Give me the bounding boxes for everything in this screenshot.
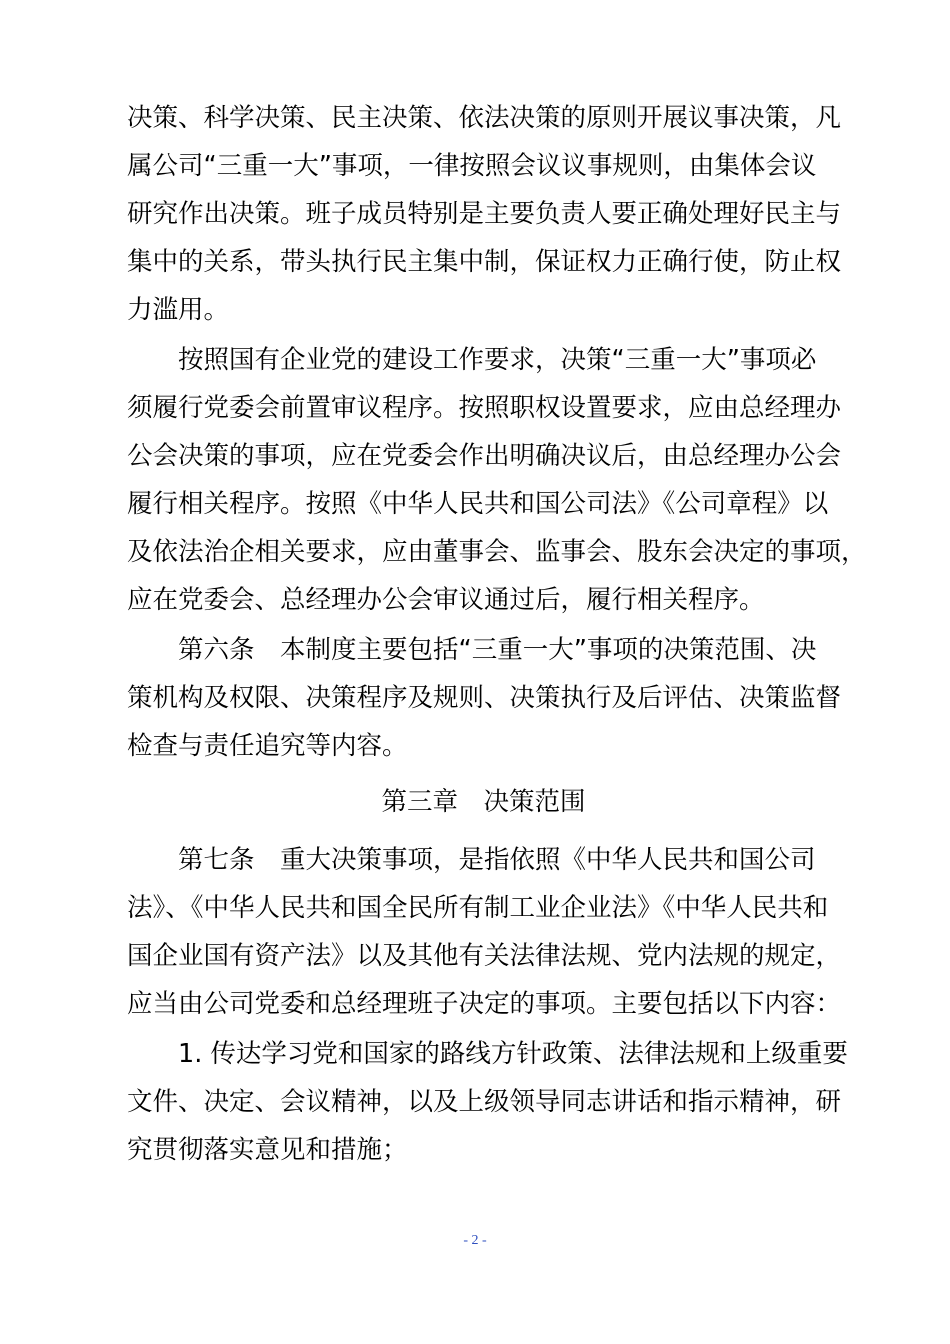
text-line: 检查与责任追究等内容。 [127,731,408,761]
chapter-title: 第三章 决策范围 [381,787,586,817]
text-line: 策机构及权限、决策程序及规则、决策执行及后评估、决策监督 [127,683,842,713]
text-line: 应当由公司党委和总经理班子决定的事项。主要包括以下内容： [127,989,842,1019]
text-line: 究贯彻落实意见和措施； [127,1135,408,1165]
paragraph [127,836,840,1028]
text-line: 文件、决定、会议精神，以及上级领导同志讲话和指示精神，研 [127,1087,842,1117]
paragraph [127,336,867,624]
page-number: - 2 - [463,1233,487,1248]
text-line: 第六条 本制度主要包括“三重一大”事项的决策范围、决 [178,635,817,665]
paragraph [127,1030,848,1174]
text-line: 决策、科学决策、民主决策、依法决策的原则开展议事决策，凡 [127,103,842,133]
text-line: 法》、《中华人民共和国全民所有制工业企业法》《中华人民共和 [127,893,829,923]
text-line: 按照国有企业党的建设工作要求，决策“三重一大”事项必 [178,345,817,375]
text-line: 研究作出决策。班子成员特别是主要负责人要正确处理好民主与 [127,199,842,229]
text-line: 应在党委会、总经理办公会审议通过后，履行相关程序。 [127,585,765,615]
document-body [127,94,867,1174]
text-line: 集中的关系，带头执行民主集中制，保证权力正确行使，防止权 [127,247,842,277]
text-line: 1. 传达学习党和国家的路线方针政策、法律法规和上级重要 [178,1039,848,1069]
text-line: 第七条 重大决策事项，是指依照《中华人民共和国公司 [178,845,816,875]
text-line: 属公司“三重一大”事项，一律按照会议议事规则，由集体会议 [127,151,817,181]
paragraph [127,94,840,334]
text-line: 国企业国有资产法》以及其他有关法律法规、党内法规的规定， [127,941,842,971]
text-line: 须履行党委会前置审议程序。按照职权设置要求，应由总经理办 [127,393,842,423]
text-line: 及依法治企相关要求，应由董事会、监事会、股东会决定的事项， [127,537,867,567]
paragraph [127,626,840,770]
text-line: 履行相关程序。按照《中华人民共和国公司法》《公司章程》以 [127,489,829,519]
text-line: 力滥用。 [127,295,230,325]
text-line: 公会决策的事项，应在党委会作出明确决议后，由总经理办公会 [127,441,842,471]
